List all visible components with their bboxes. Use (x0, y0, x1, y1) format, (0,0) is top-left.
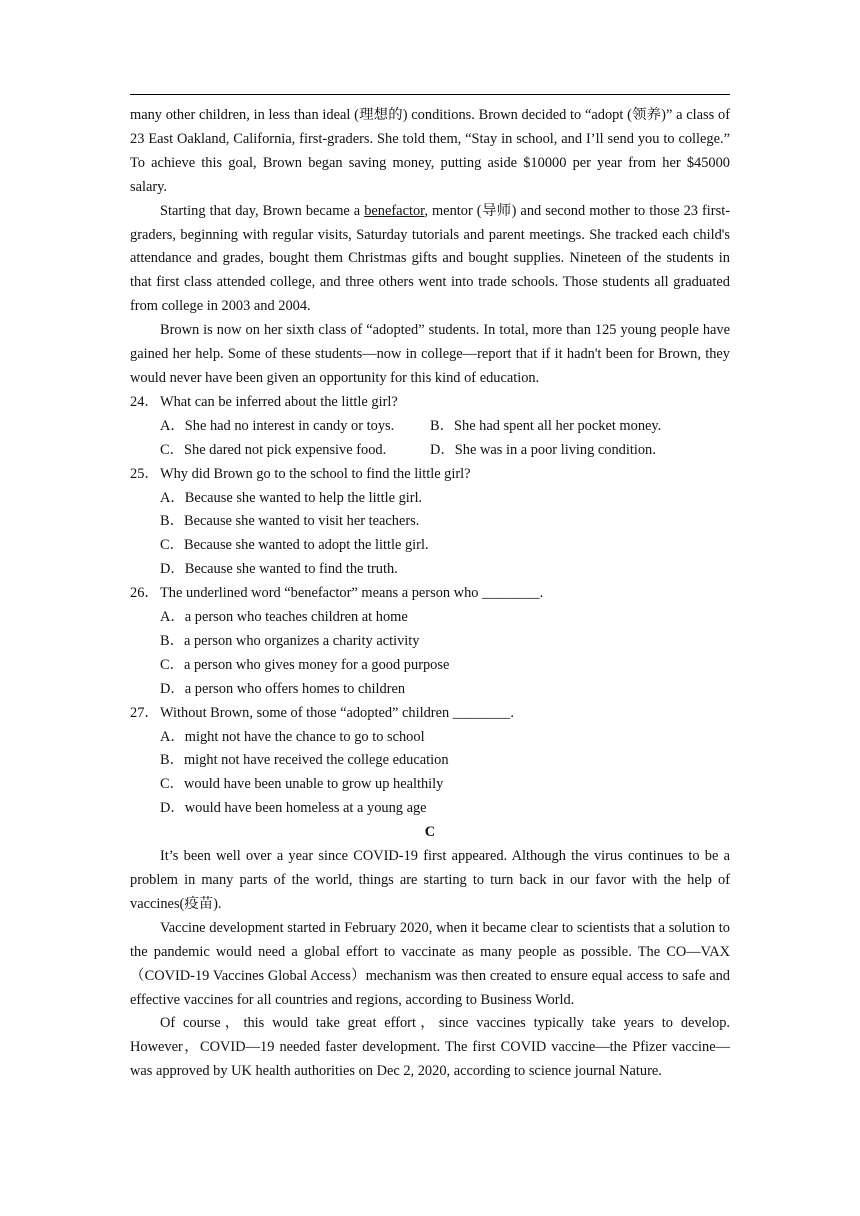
option-c[interactable]: C．Because she wanted to adopt the little girl. (160, 537, 429, 554)
option-b[interactable]: B．might not have received the college education (160, 752, 449, 769)
option-b[interactable]: B．Because she wanted to visit her teachers. (160, 513, 420, 530)
option-d[interactable]: D．a person who offers homes to children (160, 680, 406, 697)
section-heading-c: C (424, 824, 436, 841)
header-rule (130, 94, 730, 95)
underlined-word-benefactor: benefactor (364, 202, 425, 219)
option-a[interactable]: A．She had no interest in candy or toys. (160, 417, 395, 434)
page-content (130, 104, 730, 1084)
option-c[interactable]: C．would have been unable to grow up healthily (160, 776, 444, 793)
question-26 (130, 582, 730, 606)
option-d[interactable]: D．She was in a poor living condition. (430, 441, 656, 458)
passage-b-paragraph-2 (130, 200, 730, 320)
passage-b-paragraph-3: Brown is now on her sixth class of “adopted” students. In total, more than 125 young people have gained her help. Some of these students—now in college—report that if it hadn't been for Brown, they would never have been given an opportunity for this kind of education. (130, 322, 730, 386)
passage-c-paragraph-2: Vaccine development started in February 2020, when it became clear to scientists that a solution to the pandemic would need a global effort to vaccinate as many people as possible. The CO—VAX（COVID-19 Vaccines Global Access）mechanism was then created to ensure equal access to safe and effective vaccines for all countries and regions, according to Business World. (130, 919, 730, 1008)
option-b[interactable]: B．She had spent all her pocket money. (430, 417, 662, 434)
q24-options-row-2 (130, 439, 730, 463)
option-d[interactable]: D．would have been homeless at a young age (160, 800, 427, 817)
option-b[interactable]: B．a person who organizes a charity activity (160, 632, 420, 649)
passage-b-paragraph-1: many other children, in less than ideal (理想的) conditions. Brown decided to “adopt (领养)” a class of 23 East Oakland, California, first-graders. She told them, “Stay in school, and I’ll send you to college.” To achieve this goal, Brown began saving money, putting aside $10000 per year from her $45000 salary. (130, 107, 730, 195)
q24-options-row-1 (130, 415, 730, 439)
paragraph-2-start: Starting that day, Brown became a (160, 202, 365, 219)
question-stem: Without Brown, some of those “adopted” children ________. (160, 704, 514, 721)
question-24 (130, 391, 730, 415)
option-d[interactable]: D．Because she wanted to find the truth. (160, 561, 398, 578)
passage-c-paragraph-3: Of course，this would take great effort，since vaccines typically take years to develop. However，COVID—19 needed faster development. The first COVID vaccine—the Pfizer vaccine—was approved by UK health authorities on Dec 2, 2020, according to science journal Nature. (130, 1015, 730, 1080)
question-stem: Why did Brown go to the school to find the little girl? (160, 465, 471, 482)
question-number: 25． (130, 465, 159, 482)
question-stem: What can be inferred about the little girl? (160, 393, 398, 410)
question-stem: The underlined word “benefactor” means a person who ________. (160, 585, 544, 602)
question-number: 26． (130, 585, 159, 602)
option-a[interactable]: A．Because she wanted to help the little girl. (160, 489, 423, 506)
option-c[interactable]: C．She dared not pick expensive food. (160, 441, 387, 458)
option-c[interactable]: C．a person who gives money for a good purpose (160, 656, 450, 673)
paragraph-2-rest: , mentor (导师) and second mother to those 23 first-graders, beginning with regular visits, Saturday tutorials and parent meetings. She tracked each child's attendance and grades, bought them Christmas gifts and bought supplies. Nineteen of the students in that first class attended college, and three others went into trade schools. Those students all graduated from college in 2003 and 2004. (130, 202, 730, 315)
question-number: 24． (130, 393, 159, 410)
option-a[interactable]: A．might not have the chance to go to school (160, 728, 425, 745)
passage-c-paragraph-1: It’s been well over a year since COVID-19 first appeared. Although the virus continues to be a problem in many parts of the world, things are starting to turn back in our favor with the help of vaccines(疫苗). (130, 848, 730, 912)
question-number: 27． (130, 704, 159, 721)
option-a[interactable]: A．a person who teaches children at home (160, 609, 408, 626)
question-25 (130, 463, 730, 487)
question-27 (130, 702, 730, 726)
